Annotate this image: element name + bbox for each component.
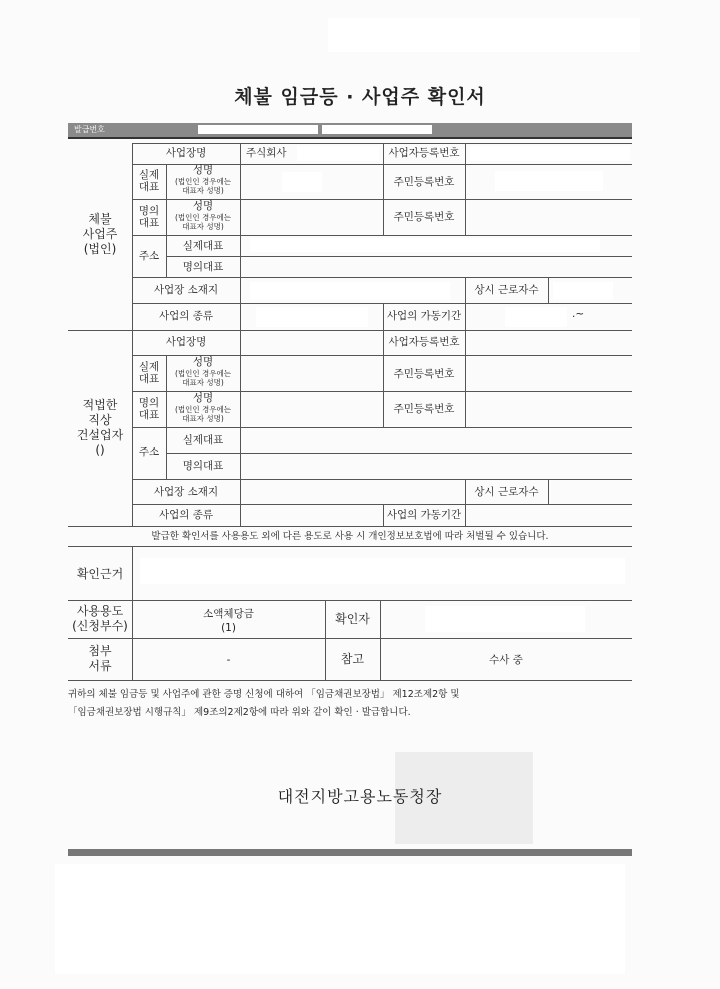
s2-nominal-rep-addr: 명의대표 xyxy=(182,460,224,472)
rule xyxy=(465,143,466,235)
rule xyxy=(132,277,632,278)
statement-line-2: 「임금채권보장법 시행규칙」 제9조의2제2항에 따라 위와 같이 확인 · 발급합니다. xyxy=(68,707,411,718)
s2-actual-rep-addr: 실제대표 xyxy=(182,434,224,446)
rule xyxy=(68,546,632,547)
usage-value: 소액체당금 (1) xyxy=(203,608,254,634)
s2-operation-period-label: 사업의 가동기간 xyxy=(386,509,462,521)
rule xyxy=(166,453,632,454)
rule xyxy=(132,143,632,144)
rule xyxy=(68,638,632,639)
rule xyxy=(166,256,632,257)
s2-location-label: 사업장 소재지 xyxy=(153,486,219,498)
issue-number-bar xyxy=(68,123,632,137)
s2-nominal-rep-label: 명의 대표 xyxy=(138,397,160,421)
s1-name-label-2: 성명 xyxy=(192,200,214,212)
legal-notice: 발급한 확인서를 사용용도 외에 다른 용도로 사용 시 개인정보보호법에 따라 처벌될 수 있습니다. xyxy=(151,531,549,542)
rule xyxy=(240,235,241,277)
redaction-issue-number xyxy=(198,125,318,134)
rule xyxy=(132,303,632,304)
rule xyxy=(132,235,632,236)
s1-nominal-rep-label: 명의 대표 xyxy=(138,205,160,229)
s2-corp-note: (법인인 경우에는 대표자 성명) xyxy=(174,369,232,387)
s1-workplace-name-value: 주식회사 xyxy=(246,147,287,159)
s2-resident-label: 주민등록번호 xyxy=(393,368,455,380)
redaction xyxy=(250,282,450,300)
s1-biz-reg-label: 사업자등록번호 xyxy=(388,147,460,159)
issue-number-label: 발급번호 xyxy=(74,125,105,134)
usage-label: 사용용도 (신청부수) xyxy=(72,604,128,633)
s2-corp-note-2: (법인인 경우에는 대표자 성명) xyxy=(174,405,232,423)
s2-regular-workers-label: 상시 근로자수 xyxy=(474,486,539,498)
redaction xyxy=(297,146,379,161)
rule xyxy=(465,303,466,330)
basis-label: 확인근거 xyxy=(76,567,124,581)
rule xyxy=(380,600,381,680)
section2-header: 적법한 직상 건설업자 () xyxy=(76,398,124,457)
rule xyxy=(548,479,549,504)
redaction xyxy=(250,238,600,252)
footer-bar xyxy=(68,849,632,856)
document-title: 체불 임금등 · 사업주 확인서 xyxy=(234,86,486,108)
rule xyxy=(465,504,466,526)
s2-resident-label-2: 주민등록번호 xyxy=(393,403,455,415)
rule xyxy=(68,330,632,331)
redaction xyxy=(470,146,630,161)
s1-corp-note-2: (법인인 경우에는 대표자 성명) xyxy=(174,213,232,231)
rule xyxy=(548,277,549,303)
redaction xyxy=(282,172,322,192)
redaction-footer xyxy=(55,864,625,974)
attach-value: - xyxy=(226,654,231,666)
redaction xyxy=(256,307,368,327)
statement-line-1: 귀하의 체불 임금등 및 사업주에 관한 증명 신청에 대하여 「임금채권보장법」 제12조제2항 및 xyxy=(68,689,460,700)
s2-name-label-2: 성명 xyxy=(192,392,214,404)
table-top-border xyxy=(68,137,632,139)
rule xyxy=(68,680,632,681)
s1-actual-rep-label: 실제 대표 xyxy=(138,169,160,193)
s1-resident-label-2: 주민등록번호 xyxy=(393,211,455,223)
redaction xyxy=(505,307,567,327)
s1-regular-workers-label: 상시 근로자수 xyxy=(474,284,539,296)
s1-location-label: 사업장 소재지 xyxy=(153,284,219,296)
confirmer-label: 확인자 xyxy=(335,612,370,626)
s1-nominal-rep-addr: 명의대표 xyxy=(182,261,224,273)
rule xyxy=(240,143,241,235)
s2-workplace-name-label: 사업장명 xyxy=(165,336,207,348)
s1-resident-label: 주민등록번호 xyxy=(393,176,455,188)
s1-operation-period-label: 사업의 가동기간 xyxy=(386,310,462,322)
s1-actual-rep-addr: 실제대표 xyxy=(182,240,224,252)
rule xyxy=(132,427,632,428)
s2-biz-reg-label: 사업자등록번호 xyxy=(388,336,460,348)
s1-workplace-name-label: 사업장명 xyxy=(165,147,207,159)
s2-address-label: 주소 xyxy=(138,446,160,458)
reference-value: 수사 중 xyxy=(489,654,523,666)
s1-name-label: 성명 xyxy=(192,164,214,176)
redaction-top xyxy=(328,18,640,52)
redaction xyxy=(553,282,613,300)
reference-label: 참고 xyxy=(340,652,365,666)
redaction-confirmer xyxy=(425,606,585,632)
redaction-issue-date xyxy=(322,125,432,134)
redaction xyxy=(495,171,603,191)
rule xyxy=(68,600,632,601)
rule xyxy=(240,330,241,526)
redaction-basis xyxy=(140,558,625,584)
s2-actual-rep-label: 실제 대표 xyxy=(138,361,160,385)
rule xyxy=(465,330,466,427)
s1-operation-period-value: .~ xyxy=(572,308,585,320)
section1-header: 체불 사업주 (법인) xyxy=(82,212,118,256)
s2-business-type-label: 사업의 종류 xyxy=(158,509,214,521)
rule xyxy=(132,504,632,505)
s2-name-label: 성명 xyxy=(192,356,214,368)
rule xyxy=(240,277,241,330)
s1-corp-note: (법인인 경우에는 대표자 성명) xyxy=(174,177,232,195)
issuing-office: 대전지방고용노동청장 xyxy=(277,787,443,806)
rule xyxy=(132,479,632,480)
attach-label: 첨부 서류 xyxy=(88,644,112,673)
s1-address-label: 주소 xyxy=(138,250,160,262)
s1-business-type-label: 사업의 종류 xyxy=(158,310,214,322)
rule xyxy=(68,526,632,527)
